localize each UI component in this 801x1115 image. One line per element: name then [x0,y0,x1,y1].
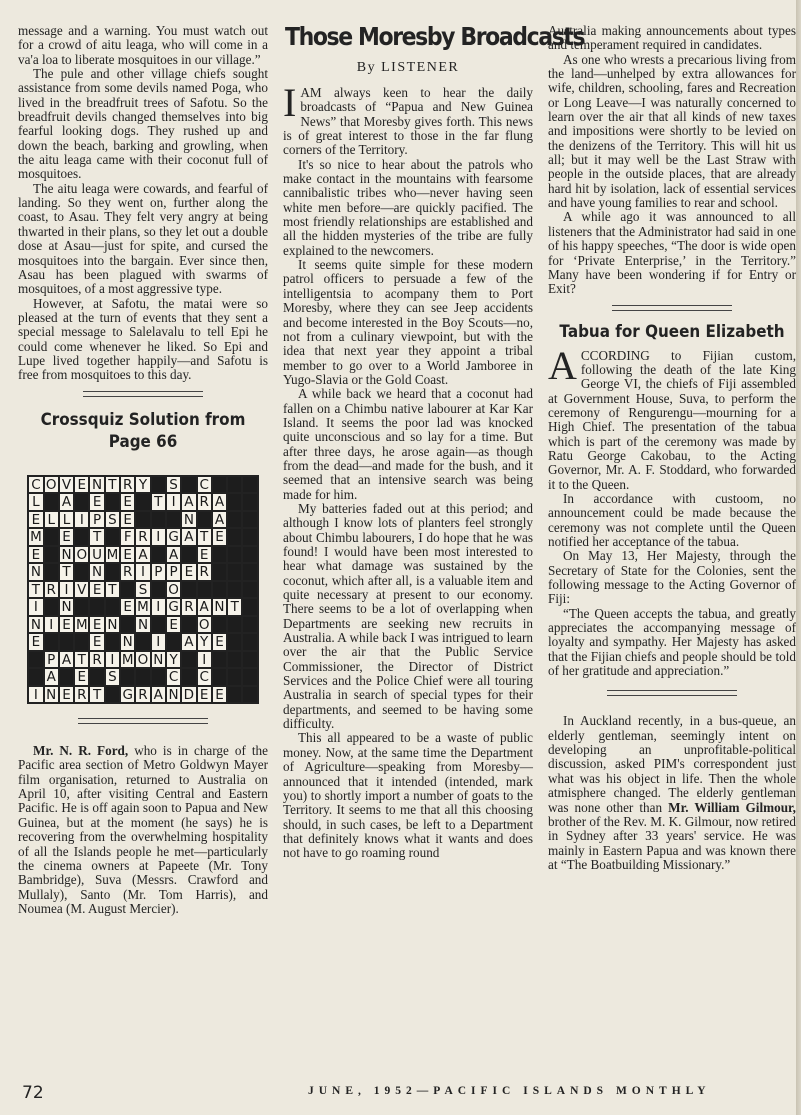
crossword-block [227,616,242,634]
crossword-letter: N [105,616,120,634]
crossword-letter: E [120,546,135,564]
crossword-letter: N [28,563,43,581]
crossword-block [105,686,120,704]
crossword-letter: I [151,633,166,651]
crossword-letter: E [28,546,43,564]
crossword-block [181,546,196,564]
crossword-letter: R [74,686,89,704]
crossword-letter: O [74,546,89,564]
crossword-block [135,493,150,511]
crossword-block [197,581,212,599]
crossword-letter: M [30,529,42,546]
crossword-block [44,493,59,511]
crossword-letter: E [89,633,104,651]
crossword-block [89,598,104,616]
section-divider [78,718,208,724]
crossword-letter: T [105,476,120,494]
crossword-letter: I [59,581,74,599]
paragraph: In accordance with custoom, no announcement could be made because the ceremony was not complete until the Queen notified her acceptance of the tabua. [548,490,796,549]
crossword-letter: A [197,598,212,616]
crossword-letter: T [151,493,166,511]
crossword-letter: N [120,633,135,651]
auckland-paragraph [548,714,796,872]
paragraph: As one who wrests a precarious living from the land—unhelped by extra allowances for wife, children, schooling, fares and Recreation or Long Leave—I was naturally concerned to learn over the air that all kinds of new taxes and impositions were shortly to be levied on the denizens of the Territory. This will hit us all; but it may well be the Last Straw with people in the outside places, that are already hard hit by isolation, lack of essential services and have young families to rear and school. [548,51,796,211]
crossword-block [135,633,150,651]
crossword-block [28,668,43,686]
crossword-letter: I [151,528,166,546]
paragraph-text: who is in charge of the Pacific area section of Metro Goldwyn Mayer film organisation, returned to Australia on April 10, after visiting Central and Eastern Pacific. He is off again soon to Papua and New Guinea, but at the moment (he says) he is recovering from the overwhelming hospitality of all the Islands people he met—particularly the cinema owners at Papeete (Mr. Tony Bambridge), Suva (Messrs. Crawford and Mullaly), Santo (Mr. Tom Harris), and Noumea (M. August Mercier). [18,743,268,916]
paragraph: Australia making announcements about types and temperament required in candidates. [548,23,796,53]
crossword-letter: A [212,493,227,511]
crossword-letter: R [120,476,135,494]
crossword-block [227,668,242,686]
crossword-letter: R [89,651,104,669]
crossword-letter: E [28,633,43,651]
crossword-letter: E [166,616,181,634]
crossword-letter: R [197,563,212,581]
crossword-letter: I [135,563,150,581]
crossword-letter: R [120,563,135,581]
article-title: Those Moresby Broadcasts [285,22,585,51]
crossword-block [181,668,196,686]
paragraph: A while back we heard that a coconut had fallen on a Chimbu native labourer at Kar Kar Island. It seems the poor lad was knocked quite unconscious and so lay for a time. But after three days, he arose again—as though from the dead—and made for the bush, and it seemed that an intensive search was being made for him. [283,386,533,502]
crossword-letter: E [59,616,74,634]
crossword-block [120,616,135,634]
crossword-block [105,633,120,651]
crossword-letter: C [197,476,212,494]
crossword-block [28,651,43,669]
crossword-block [151,546,166,564]
section-divider [83,391,203,397]
crossword-letter: R [135,528,150,546]
crossword-block [105,528,120,546]
crossword-block [242,633,257,651]
crossword-letter: A [135,546,150,564]
crossword-letter: O [166,581,181,599]
paragraph: It's so nice to hear about the patrols who make contact in the mountains with fearsome cannibalistic tribes who—never having seen white men before—are quickly pacified. The most friendly relationships are established and all the hidden mysteries of the tribe are fully explained to the newcomers. [283,156,533,258]
page-number: 72 [22,1083,44,1103]
crossword-letter: M [75,616,88,633]
crossword-block [181,616,196,634]
crossword-letter: E [89,616,104,634]
crossword-block [120,668,135,686]
crossword-block [242,476,257,494]
paragraph: On May 13, Her Majesty, through the Secretary of State for the Colonies, sent the following message to the Acting Governor of Fiji: [548,548,796,607]
column-left [18,0,268,916]
crossword-letter: T [197,528,212,546]
crossword-letter: E [120,493,135,511]
crossword-block [242,493,257,511]
story-continued [18,24,268,383]
paragraph: This all appeared to be a waste of public money. Now, at the same time the Department of Agriculture—speaking from Moresby—announced that it intended (intended, mark you) to shortly import a number of goats to the Territory. It seems to me that all this choosing should, in such cases, be left to a Department that definitely knows what it wants and does not have to go roaming round [283,730,533,861]
crossword-block [227,511,242,529]
crossword-letter: E [120,598,135,616]
crossword-block [212,546,227,564]
crossword-block [59,633,74,651]
crossword-letter: A [59,651,74,669]
crossword-letter: V [59,476,74,494]
crossword-letter: N [28,616,43,634]
drop-cap: A [548,342,577,388]
crossword-letter: L [59,511,74,529]
crossword-letter: I [151,598,166,616]
crossword-block [166,511,181,529]
crossword-block [242,616,257,634]
drop-cap: I [283,80,297,125]
paragraph: My batteries faded out at this period; and although I know lots of planters feel strongly about Chimbu labourers, I do hope that he was found! I would have been most interested to hear what damage was sustained by the coconut, which after all, is a valuable item and quite necessary at present to our economy. There seems to be a lot of overlapping when Departments are seeking new recruits in Australia. A while back I was intrigued to learn over the air that the Public Service Commissioner, the Director of District Services and the Police Chief were all touring Australia in search of special types for their departments, and seemed to be having some difficulty. [283,500,533,732]
crossword-letter: E [212,633,227,651]
crossword-letter: C [166,668,181,686]
crossword-letter: G [166,598,181,616]
crossword-letter: A [181,528,196,546]
crossword-letter: A [166,546,181,564]
crossword-block [151,476,166,494]
crossword-letter: N [44,686,59,704]
crossword-letter: M [106,546,119,563]
crossword-letter: O [197,616,212,634]
paragraph-text: brother of the Rev. M. K. Gilmour, now retired in Sydney after 33 years' service. He was mainly in Eastern Papua and was known there at “The Boatbuilding Missionary.” [548,813,796,872]
crossword-letter: A [181,633,196,651]
crossword-letter: T [59,563,74,581]
crossword-block [44,633,59,651]
crossword-block [212,651,227,669]
crossword-block [59,668,74,686]
crossword-letter: I [28,598,43,616]
crossword-letter: N [151,651,166,669]
crossword-block [197,511,212,529]
crossword-block [105,598,120,616]
crossword-block [242,563,257,581]
paragraph: It seems quite simple for these modern patrol officers to persuade a few of the intelligentsia to acompany them to Port Moresby, where they can see Jeep accidents and become interested in the Boy Scouts—no, not from a culinary viewpoint, but with the idea that next year they appoint a tribal member to go over to a World Jamboree in Yugo-Slavia or the Gold Coast. [283,257,533,387]
crossword-block [44,563,59,581]
crossword-block [151,581,166,599]
crossword-letter: L [44,511,59,529]
crossword-block [74,563,89,581]
crossword-letter: Y [197,633,212,651]
crossword-letter: I [74,511,89,529]
crossword-letter: E [181,563,196,581]
tabua-title: Tabua for Queen Elizabeth [559,321,785,341]
paragraph: The pule and other village chiefs sought assistance from some devils named Poga, who lived in the breadfruit trees of Safotu. So the breadfruit devils changed themselves into big fearful looking dogs. They rushed up and down the beach, barking and growling, when the aitu leaga came with their coconut full of mosquitoes. [18,66,268,182]
crossword-letter: A [151,686,166,704]
crossword-letter: Y [166,651,181,669]
crossword-block [227,493,242,511]
crossword-block [212,563,227,581]
person-name: Mr. N. R. Ford, [33,743,129,759]
ford-paragraph [18,744,268,916]
crossword-block [181,476,196,494]
page-edge [796,0,801,1115]
crossword-block [74,528,89,546]
crossword-letter: S [135,581,150,599]
crossword-block [181,581,196,599]
crossword-letter: N [135,616,150,634]
byline: By LISTENER [356,60,460,75]
crossword-letter: G [120,686,135,704]
crossword-letter: P [44,651,59,669]
crossword-letter: E [120,511,135,529]
crossword-block [135,511,150,529]
crossword-letter: N [212,598,227,616]
paragraph: message and a warning. You must watch out for a crowd of aitu leaga, who will come in a va'a loa to liberate mosquitoes in our village.” [18,23,268,67]
crossword-letter: R [135,686,150,704]
crossword-letter: M [121,651,134,668]
crossword-letter: S [105,511,120,529]
paragraph: “The Queen accepts the tabua, and greatly appreciates the accompanying message of loyalty and sympathy. Her Majesty has asked that the Fijian chiefs and people should be told of her gratitude and appreciation.” [548,605,796,679]
crossword-letter: G [166,528,181,546]
crossword-letter: V [74,581,89,599]
crossword-letter: T [89,528,104,546]
crossword-letter: N [181,511,196,529]
crossword-block [212,616,227,634]
crossword-block [44,546,59,564]
crossword-letter: A [181,493,196,511]
crossword-letter: E [74,476,89,494]
crossword-letter: A [212,511,227,529]
paragraph-text: In Auckland recently, in a bus-queue, an elderly gentleman, seemingly intent on developing an unprofitable-political discussion, asked PIM's correspondent just what was his object in life. Then the whole atmisphere changed. The elderly gentleman was none other than [548,713,796,815]
crossword-block [242,686,257,704]
crossword-letter: E [197,546,212,564]
crossword-block [212,476,227,494]
crossword-letter: U [89,546,104,564]
crossword-letter: N [59,598,74,616]
paragraph: However, at Safotu, the matai were so pleased at the turn of events that they sent a special message to Salelavalu to tell Epi he could come whenever he liked. So Epi and Lupe lived together happily—and Safotu is free from mosquitoes to this day. [18,295,268,383]
crossword-letter: I [28,686,43,704]
crossword-letter: E [74,668,89,686]
crossword-block [242,598,257,616]
page-footer [18,1079,796,1103]
crossword-letter: O [135,651,150,669]
crossword-block [105,563,120,581]
crossword-letter: E [212,528,227,546]
crossword-letter: I [166,493,181,511]
crossword-block [227,563,242,581]
section-divider [612,305,732,311]
crossword-letter: P [166,563,181,581]
crossword-block [151,511,166,529]
person-name: Mr. William Gilmour, [668,799,796,815]
crossword-letter: R [181,598,196,616]
crossword-letter: E [197,686,212,704]
crossword-letter: R [197,493,212,511]
crossword-letter: L [28,493,43,511]
running-title: JUNE, 1952—PACIFIC ISLANDS MONTHLY [308,1085,711,1097]
crossword-block [227,651,242,669]
crossword-block [242,546,257,564]
crossword-block [227,476,242,494]
crossword-letter: T [227,598,242,616]
crossword-block [120,581,135,599]
crossword-block [74,493,89,511]
crossword-letter: Y [135,476,150,494]
crossword-block [74,633,89,651]
crossword-letter: R [44,581,59,599]
crossword-letter: E [59,686,74,704]
crossword-letter: I [44,616,59,634]
crossword-letter: N [166,686,181,704]
crossword-block [242,511,257,529]
crossword-block [242,651,257,669]
crossword-block [242,668,257,686]
crossword-block [242,528,257,546]
crossword-block [242,581,257,599]
crossword-letter: C [28,476,43,494]
crossword-block [74,598,89,616]
crossword-letter: N [89,563,104,581]
section-divider [607,690,737,696]
crossword-block [89,668,104,686]
crossword-letter: E [28,511,43,529]
paragraph: A while ago it was announced to all listeners that the Administrator had said in one of his happy speeches, “The door is wide open for ‘Private Enterprise,’ in the Territory.” Many have been wondering if for Entry or Exit? [548,209,796,297]
crossword-letter: T [28,581,43,599]
crossword-block [212,668,227,686]
crossword-letter: P [151,563,166,581]
paragraph-text: CCORDING to Fijian custom, following the death of the late King George VI, the chiefs of Fiji assembled at Government House, Suva, to perform the ceremony of Rengurengu—mourning for a High Chief. The presentation of the tabua which is part of the ceremony was made by Ratu George Cakobau, to the Acting Governor, Mr. A. F. Stoddard, who forwarded it to the Queen. [548,347,796,492]
crossword-letter: P [89,511,104,529]
crossword-letter: T [74,651,89,669]
paragraph-text: AM always keen to hear the daily broadcasts of “Papua and New Guinea News” that Moresby gives forth. This news is of great interest to those in the far flung corners of the Territory. [283,85,533,158]
crossword-letter: A [44,668,59,686]
crossword-letter: C [197,668,212,686]
column-right [548,0,796,872]
crossword-block [227,581,242,599]
crossword-letter: T [105,581,120,599]
crossword-letter: A [59,493,74,511]
crossword-letter: M [137,599,149,616]
crossword-block [44,528,59,546]
crossword-letter: I [197,651,212,669]
crossword-block [151,668,166,686]
crossquiz-title: Crossquiz Solution from Page 66 [40,409,246,451]
lead-paragraph [283,80,533,158]
crossword-letter: N [59,546,74,564]
crossword-block [166,633,181,651]
paragraph: The aitu leaga were cowards, and fearful of landing. So they went on, further along the coast, to Asau. They felt very angry at being thwarted in their plans, so they let out a double dose at Asau—just for spite, and cursed the mosquitoes into the bargain. Ever since then, Asau has been plagued with swarms of mosquitoes, of a most aggressive type. [18,180,268,297]
crossword-letter: D [181,686,196,704]
crossword-letter: E [59,528,74,546]
crossword-block [181,651,196,669]
crossword-block [212,581,227,599]
crossword-letter: N [89,476,104,494]
crossword-block [227,686,242,704]
crossword-block [227,546,242,564]
crossword-block [227,633,242,651]
crossword-solution-grid [27,475,258,705]
crossword-block [227,528,242,546]
crossword-letter: E [212,686,227,704]
crossword-block [105,493,120,511]
crossword-block [151,616,166,634]
crossword-letter: E [89,581,104,599]
column-middle [283,0,585,861]
crossword-letter: E [89,493,104,511]
crossword-block [44,598,59,616]
crossword-letter: T [89,686,104,704]
crossword-letter: S [166,476,181,494]
crossword-letter: I [105,651,120,669]
tabua-lead-paragraph [548,342,796,492]
crossword-letter: F [120,528,135,546]
crossword-letter: S [105,668,120,686]
crossword-block [135,668,150,686]
crossword-letter: O [44,476,59,494]
